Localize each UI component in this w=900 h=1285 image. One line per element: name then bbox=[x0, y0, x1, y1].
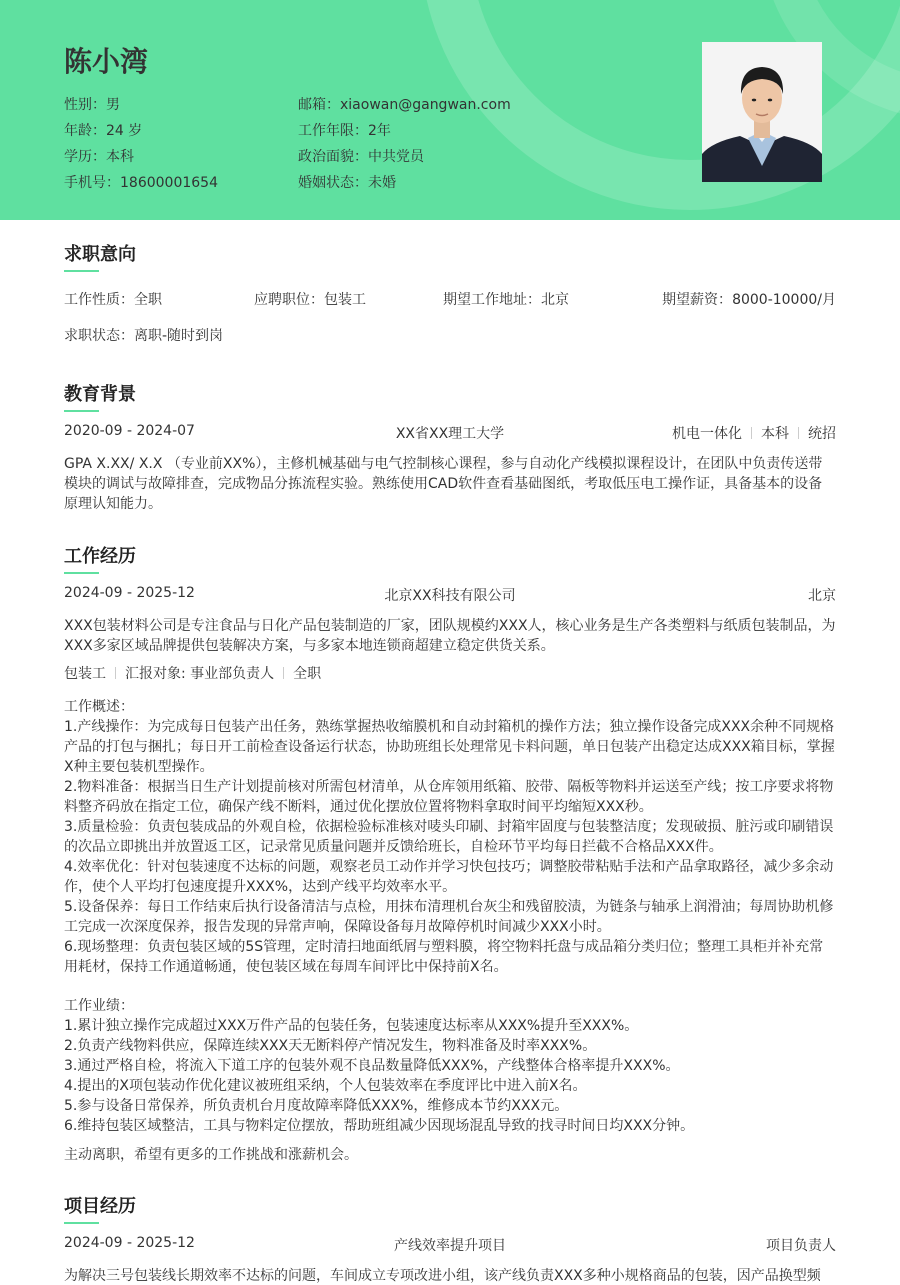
education-period: 2020-09 - 2024-07 bbox=[64, 423, 195, 439]
intent-location: 期望工作地址：北京 bbox=[443, 292, 569, 308]
intent-job-type: 工作性质：全职 bbox=[64, 292, 162, 308]
intent-status: 求职状态：离职-随时到岗 bbox=[64, 328, 224, 344]
divider bbox=[798, 427, 799, 439]
work-meta: 包装工 汇报对象: 事业部负责人 全职 bbox=[64, 666, 322, 682]
info-age: 年龄：24 岁 bbox=[64, 123, 143, 139]
intent-position: 应聘职位：包装工 bbox=[254, 292, 366, 308]
section-title-project: 项目经历 bbox=[64, 1196, 136, 1217]
info-work-years: 工作年限：2年 bbox=[298, 123, 391, 139]
section-underline bbox=[64, 1222, 99, 1224]
section-underline bbox=[64, 572, 99, 574]
candidate-name: 陈小湾 bbox=[64, 45, 149, 78]
overview-item: 1.产线操作：为完成每日包装产出任务，熟练掌握热收缩膜机和自动封箱机的操作方法；独立操作设备完成XXX余种不同规格产品的打包与捆扎；每日开工前检查设备运行状态，协助班组长处理常见卡料问题，单日包装产出稳定达成XXX箱目标，掌握X种主要包装机型操作。 bbox=[64, 719, 835, 775]
overview-item: 3.质量检验：负责包装成品的外观自检，依据检验标准核对唛头印刷、封箱牢固度与包装整洁度；发现破损、脏污或印刷错误的次品立即挑出并放置返工区，记录常见质量问题并反馈给班长，自检环节平均每日拦截不合格品XXX件。 bbox=[64, 819, 834, 855]
section-underline bbox=[64, 270, 99, 272]
achievement-item: 5.参与设备日常保养，所负责机台月度故障率降低XXX%，维修成本节约XXX元。 bbox=[64, 1098, 569, 1114]
company-description: XXX包装材料公司是专注食品与日化产品包装制造的厂家，团队规模约XXX人，核心业务是生产各类塑料与纸质包装制品，为XXX多家区域品牌提供包装解决方案，与多家本地连锁商超建立稳定供货关系。 bbox=[64, 618, 836, 654]
divider bbox=[751, 427, 752, 439]
info-marital-status: 婚姻状态：未婚 bbox=[298, 175, 396, 191]
work-overview bbox=[64, 697, 836, 977]
achievement-item: 6.维持包装区域整洁，工具与物料定位摆放，帮助班组减少因现场混乱导致的找寻时间日均XXX分钟。 bbox=[64, 1118, 695, 1134]
divider bbox=[283, 667, 284, 679]
education-description: GPA X.XX/ X.X （专业前XX%），主修机械基础与电气控制核心课程，参与自动化产线模拟课程设计，在团队中负责传送带模块的调试与故障排查，完成物品分拣流程实验。熟练使用CAD软件查看基础图纸，考取低压电工操作证，具备基本的设备原理认知能力。 bbox=[64, 456, 823, 512]
overview-item: 6.现场整理：负责包装区域的5S管理，定时清扫地面纸屑与塑料膜，将空物料托盘与成品箱分类归位；整理工具柜并补充常用耗材，保持工作通道畅通，使包装区域在每周车间评比中保持前X名。 bbox=[64, 939, 824, 975]
section-underline bbox=[64, 410, 99, 412]
education-details: 机电一体化 本科 统招 bbox=[672, 426, 836, 442]
section-title-intent: 求职意向 bbox=[64, 244, 136, 265]
section-title-work: 工作经历 bbox=[64, 546, 136, 567]
overview-item: 4.效率优化：针对包装速度不达标的问题，观察老员工动作并学习快包技巧；调整胶带粘贴手法和产品拿取路径，减少多余动作，使个人平均打包速度提升XXX%，达到产线平均效率水平。 bbox=[64, 859, 834, 895]
achievement-item: 4.提出的X项包装动作优化建议被班组采纳，个人包装效率在季度评比中进入前X名。 bbox=[64, 1078, 587, 1094]
education-header-row bbox=[64, 423, 836, 443]
section-title-education: 教育背景 bbox=[64, 384, 136, 405]
work-company: 北京XX科技有限公司 bbox=[384, 588, 516, 604]
leave-reason: 主动离职，希望有更多的工作挑战和涨薪机会。 bbox=[64, 1147, 358, 1163]
work-achievements bbox=[64, 996, 836, 1136]
achievements-title: 工作业绩： bbox=[64, 998, 134, 1014]
education-school: XX省XX理工大学 bbox=[395, 426, 505, 442]
work-header-row bbox=[64, 585, 836, 605]
overview-item: 5.设备保养：每日工作结束后执行设备清洁与点检，用抹布清理机台灰尘和残留胶渍，为链条与轴承上润滑油；每周协助机修工完成一次深度保养，报告发现的异常声响，保障设备每月故障停机时间减少XXX小时。 bbox=[64, 899, 834, 935]
project-header-row bbox=[64, 1235, 836, 1255]
resume-header bbox=[0, 0, 900, 220]
project-period: 2024-09 - 2025-12 bbox=[64, 1235, 195, 1251]
achievement-item: 2.负责产线物料供应，保障连续XXX天无断料停产情况发生，物料准备及时率XXX%。 bbox=[64, 1038, 597, 1054]
work-period: 2024-09 - 2025-12 bbox=[64, 585, 195, 601]
overview-title: 工作概述： bbox=[64, 699, 134, 715]
overview-item: 2.物料准备：根据当日生产计划提前核对所需包材清单，从仓库领用纸箱、胶带、隔板等物料并运送至产线；按工序要求将物料整齐码放在指定工位，确保产线不断料，通过优化摆放位置将物料拿取时间平均缩短XXX秒。 bbox=[64, 779, 834, 815]
info-political-status: 政治面貌：中共党员 bbox=[298, 149, 424, 165]
project-name: 产线效率提升项目 bbox=[394, 1238, 506, 1254]
info-gender: 性别：男 bbox=[64, 97, 120, 113]
info-phone: 手机号：18600001654 bbox=[64, 175, 218, 191]
achievement-item: 3.通过严格自检，将流入下道工序的包装外观不良品数量降低XXX%，产线整体合格率提升XXX%。 bbox=[64, 1058, 680, 1074]
info-email: 邮箱：xiaowan@gangwan.com bbox=[298, 97, 511, 113]
profile-photo bbox=[702, 42, 822, 182]
info-education: 学历：本科 bbox=[64, 149, 134, 165]
project-description: 为解决三号包装线长期效率不达标的问题，车间成立专项改进小组，该产线负责XXX多种小规格商品的包装，因产品换型频 bbox=[64, 1268, 821, 1284]
avatar-portrait-icon bbox=[702, 42, 822, 182]
project-role: 项目负责人 bbox=[766, 1238, 836, 1254]
achievement-item: 1.累计独立操作完成超过XXX万件产品的包装任务，包装速度达标率从XXX%提升至XXX%。 bbox=[64, 1018, 639, 1034]
intent-salary: 期望薪资：8000-10000/月 bbox=[662, 292, 836, 308]
divider bbox=[115, 667, 116, 679]
work-city: 北京 bbox=[808, 588, 836, 604]
